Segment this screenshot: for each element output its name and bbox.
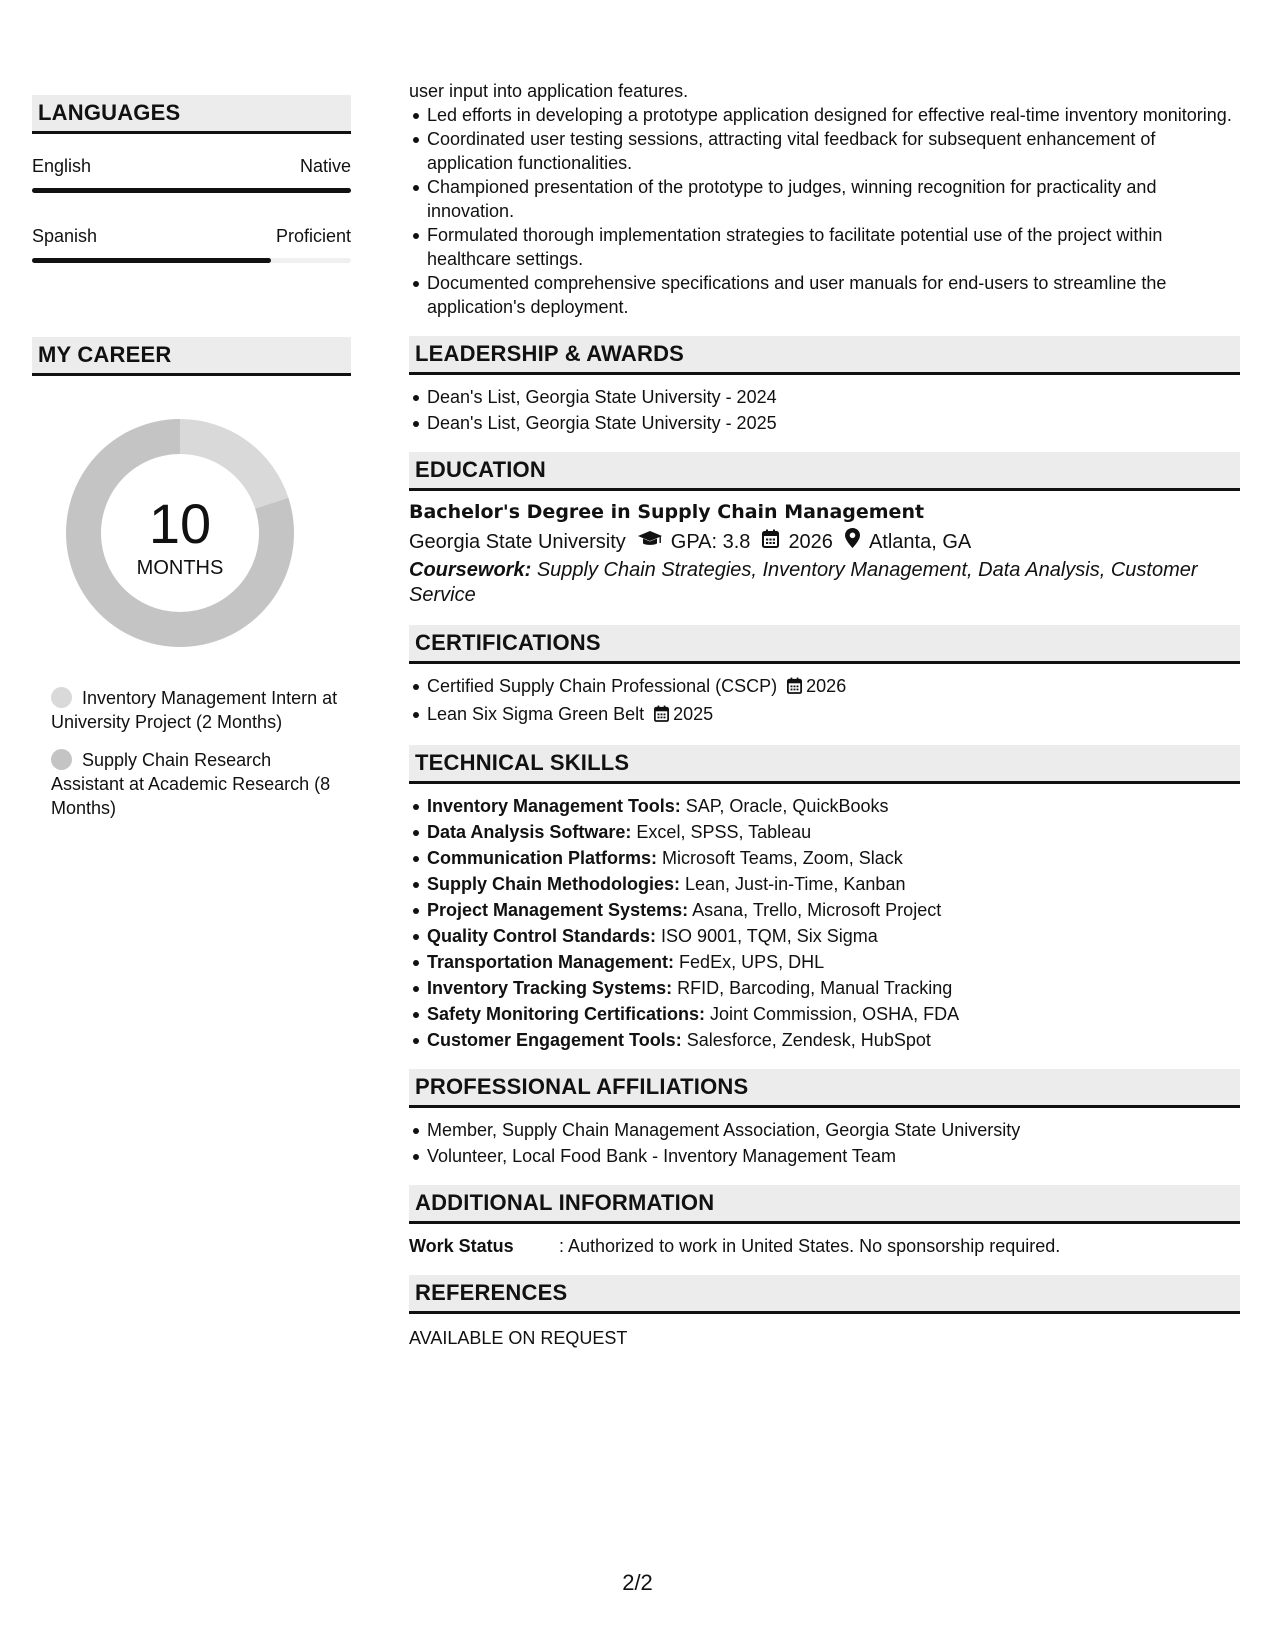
graduation-cap-icon xyxy=(638,527,662,557)
work-status xyxy=(409,1234,1240,1258)
experience-bullet: Led efforts in developing a prototype application designed for effective real-time inventory monitoring. xyxy=(409,103,1240,127)
experience-bullets xyxy=(409,103,1240,319)
language-proficiency-bar xyxy=(32,258,351,263)
skills-heading: TECHNICAL SKILLS xyxy=(409,745,1240,784)
career-legend-item: Supply Chain Research Assistant at Academic Research (8 Months) xyxy=(51,750,331,818)
references-section xyxy=(409,1275,1240,1350)
career-legend xyxy=(51,686,341,820)
languages-heading: LANGUAGES xyxy=(32,95,351,134)
affiliations-section xyxy=(409,1069,1240,1168)
experience-bullet: Documented comprehensive specifications and user manuals for end-users to streamline the application's deployment. xyxy=(409,271,1240,319)
additional-info-section xyxy=(409,1185,1240,1258)
calendar-icon xyxy=(654,704,669,728)
language-level: Proficient xyxy=(275,226,351,246)
skill-item: Safety Monitoring Certifications: Joint Commission, OSHA, FDA xyxy=(409,1002,1240,1026)
references-heading: REFERENCES xyxy=(409,1275,1240,1314)
legend-dot-icon xyxy=(51,749,72,770)
leadership-heading: LEADERSHIP & AWARDS xyxy=(409,336,1240,375)
skill-item: Inventory Management Tools: SAP, Oracle, QuickBooks xyxy=(409,794,1240,818)
skill-item: Inventory Tracking Systems: RFID, Barcoding, Manual Tracking xyxy=(409,976,1240,1000)
gpa: GPA: 3.8 xyxy=(670,531,751,553)
language-spanish xyxy=(32,226,351,263)
skill-item: Project Management Systems: Asana, Trello, Microsoft Project xyxy=(409,898,1240,922)
left-column xyxy=(32,95,351,820)
career-donut-chart xyxy=(65,418,295,648)
school-name: Georgia State University xyxy=(409,531,626,553)
skill-item: Communication Platforms: Microsoft Teams, Zoom, Slack xyxy=(409,846,1240,870)
work-status-label: Work Status xyxy=(409,1236,514,1256)
experience-bullet: Formulated thorough implementation strategies to facilitate potential use of the project within healthcare settings. xyxy=(409,223,1240,271)
language-level: Native xyxy=(299,156,351,176)
work-status-value: : Authorized to work in United States. No sponsorship required. xyxy=(559,1236,1061,1256)
career-total-unit: MONTHS xyxy=(136,557,224,579)
page-number: 2/2 xyxy=(622,1570,653,1595)
additional-info-heading: ADDITIONAL INFORMATION xyxy=(409,1185,1240,1224)
references-text: AVAILABLE ON REQUEST xyxy=(409,1328,628,1348)
language-proficiency-bar xyxy=(32,188,351,193)
calendar-icon xyxy=(762,527,779,557)
language-proficiency-fill xyxy=(32,258,271,263)
award-item: Dean's List, Georgia State University - 2024 xyxy=(409,385,1240,409)
language-proficiency-fill xyxy=(32,188,351,193)
experience-continued-text: user input into application features. xyxy=(409,81,689,101)
career-heading: MY CAREER xyxy=(32,337,351,376)
affiliation-item: Volunteer, Local Food Bank - Inventory Management Team xyxy=(409,1144,1240,1168)
leadership-section xyxy=(409,336,1240,435)
school-location: Atlanta, GA xyxy=(868,531,972,553)
affiliations-heading: PROFESSIONAL AFFILIATIONS xyxy=(409,1069,1240,1108)
location-pin-icon xyxy=(845,527,860,557)
degree-title: Bachelor's Degree in Supply Chain Management xyxy=(409,501,925,523)
education-section xyxy=(409,452,1240,608)
graduation-year: 2026 xyxy=(788,531,833,553)
coursework: Coursework: Supply Chain Strategies, Inventory Management, Data Analysis, Customer Service xyxy=(409,559,1198,606)
certification-item: Certified Supply Chain Professional (CSCP) 2026 xyxy=(409,674,1240,700)
experience-bullet: Coordinated user testing sessions, attracting vital feedback for subsequent enhancement of application functionalities. xyxy=(409,127,1240,175)
skill-item: Customer Engagement Tools: Salesforce, Zendesk, HubSpot xyxy=(409,1028,1240,1052)
legend-dot-icon xyxy=(51,687,72,708)
certification-item: Lean Six Sigma Green Belt 2025 xyxy=(409,702,1240,728)
education-meta xyxy=(409,527,1240,557)
affiliation-item: Member, Supply Chain Management Association, Georgia State University xyxy=(409,1118,1240,1142)
language-name: English xyxy=(32,156,92,176)
education-heading: EDUCATION xyxy=(409,452,1240,491)
right-column xyxy=(409,79,1240,1350)
award-item: Dean's List, Georgia State University - 2025 xyxy=(409,411,1240,435)
skills-section xyxy=(409,745,1240,1052)
skill-item: Transportation Management: FedEx, UPS, DHL xyxy=(409,950,1240,974)
career-total-months: 10 xyxy=(148,492,212,555)
experience-bullet: Championed presentation of the prototype to judges, winning recognition for practicality and innovation. xyxy=(409,175,1240,223)
skill-item: Quality Control Standards: ISO 9001, TQM, Six Sigma xyxy=(409,924,1240,948)
skill-item: Supply Chain Methodologies: Lean, Just-in-Time, Kanban xyxy=(409,872,1240,896)
certifications-section xyxy=(409,625,1240,728)
career-legend-item: Inventory Management Intern at University Project (2 Months) xyxy=(51,688,338,732)
language-name: Spanish xyxy=(32,226,98,246)
language-english xyxy=(32,156,351,193)
skill-item: Data Analysis Software: Excel, SPSS, Tableau xyxy=(409,820,1240,844)
calendar-icon xyxy=(787,676,802,700)
certifications-heading: CERTIFICATIONS xyxy=(409,625,1240,664)
